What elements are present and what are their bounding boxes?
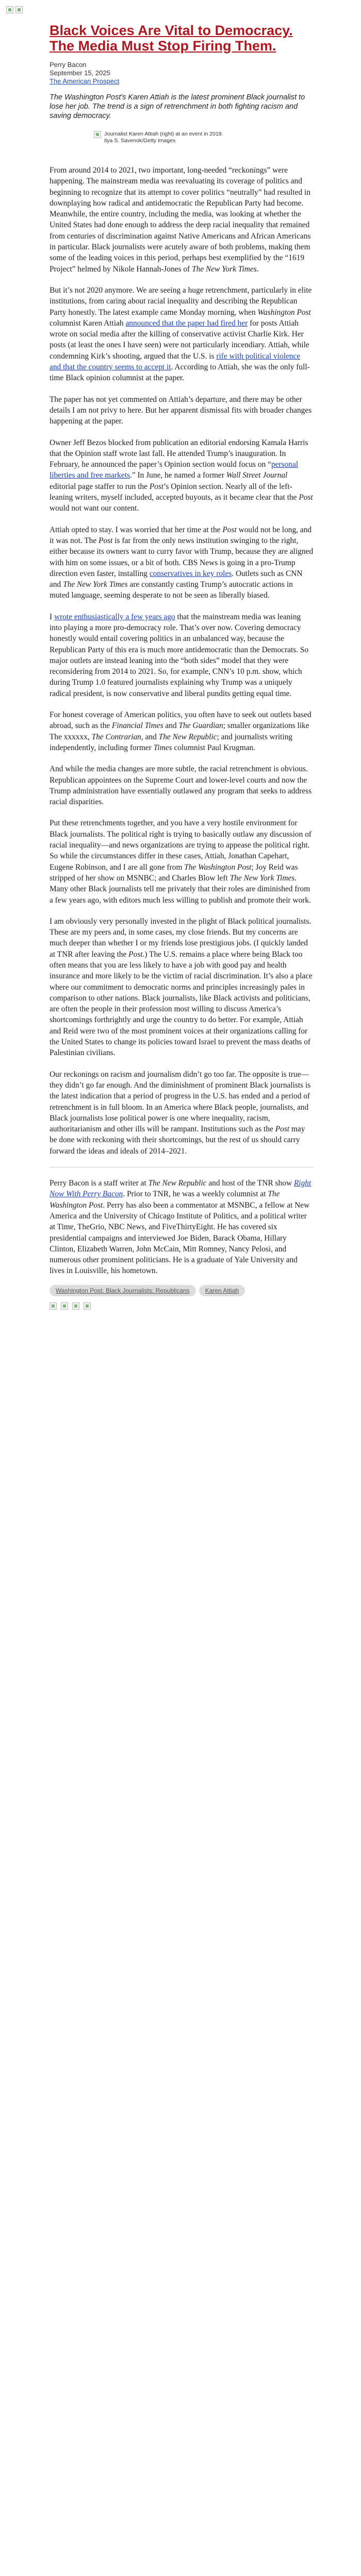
text-run: . Prior to TNR, he was a weekly columnist at — [123, 1190, 268, 1199]
body-paragraph — [50, 709, 314, 753]
article — [50, 23, 314, 1310]
text-run: is far from the only news institution swinging to the right, either because its owners want to curry favor with Trump, because they are aligned with him on some issues, or a bit of both. CBS News is going in a pro-Trump direction even faster, installing — [50, 536, 314, 578]
italic-text: Washington Post — [257, 308, 311, 317]
author-name: Perry Bacon — [50, 61, 87, 69]
text-run: . Outlets such as CNN and — [50, 569, 303, 589]
article-dek: The Washington Post's Karen Attiah is the latest prominent Black journalist to lose her job. The trend is a sign of retrenchment in both fighting racism and saving democracy. — [50, 93, 305, 120]
italic-text: The Washington Post — [50, 1190, 280, 1210]
photo-caption-text: Journalist Karen Attiah (right) at an event in 2019. — [104, 131, 223, 137]
italic-text: The New York Times — [63, 580, 128, 589]
text-run: and — [163, 721, 179, 731]
text-run: columnist Karen Attiah — [50, 318, 126, 328]
inline-link[interactable]: personal liberties and free markets — [50, 460, 299, 480]
body-paragraph — [50, 818, 314, 905]
body-paragraph — [50, 1069, 314, 1157]
image-icon — [15, 6, 23, 13]
text-run: are constantly casting Trump’s autocratic actions in muted language, seeming desperate to not be seen as liberally biased. — [50, 580, 293, 600]
body-paragraph — [50, 394, 314, 427]
text-run: Attiah opted to stay. I was worried that her time at the — [50, 525, 223, 534]
text-run: Put these retrenchments together, and you have a very hostile environment for Black journalists. The political right is trying to basically outlaw any discussion of racial inequality—and news organizations are trying to appease the political right. So while the circumstances differ in these cases, Attiah, Jonathan Capehart, Eugene Robinson, and I are all gone from — [50, 819, 311, 872]
body-paragraph — [50, 612, 314, 699]
inline-link[interactable]: wrote enthusiastically a few years ago — [54, 612, 175, 621]
italic-text: Times — [153, 743, 172, 752]
text-run: editorial page staffer to run the — [50, 482, 150, 491]
share-icons — [50, 1302, 314, 1310]
text-run: that the mainstream media was leaning into playing a more pro-democracy role. That’s over now. Covering democracy honestly would entail covering politics in an unbalanced way, because the Republican Party of this era is much more antidemocratic than the Democrats. So major outlets are instead leaning into the “both sides” model that they were reconsidering from 2014 to 2021. So, for example, CNN’s 10 p.m. show, which during Trump 1.0 featured journalists explaining why Trump was a uniquely radical president, is now conservative and liberal pundits getting equal time. — [50, 612, 309, 698]
italic-text: The Contrarian — [91, 732, 141, 741]
text-run: Perry Bacon is a staff writer at — [50, 1179, 149, 1188]
share-icon[interactable] — [72, 1302, 79, 1310]
italic-text: Post — [149, 482, 164, 491]
publication-link[interactable]: The American Prospect — [50, 77, 120, 85]
byline — [50, 61, 314, 86]
image-icon — [6, 6, 13, 13]
inline-link[interactable]: conservatives in key roles — [149, 569, 232, 578]
inline-link[interactable]: announced that the paper had fired her — [125, 318, 248, 328]
text-run: would not want our content. — [50, 504, 139, 513]
publish-date: September 15, 2025 — [50, 69, 110, 77]
inline-link[interactable]: rife with political violence and that the country seems to accept it — [50, 351, 301, 372]
text-run: ’s Opinion section. Nearly all of the left-leaning writers, myself included, accepted buyouts, as it became clear that the — [50, 482, 299, 502]
body-paragraph — [50, 524, 314, 601]
italic-text: The Guardian — [178, 721, 223, 731]
text-run: , and — [141, 732, 159, 741]
header-logos — [6, 6, 23, 13]
text-run: . — [256, 264, 259, 274]
italic-text: Post — [275, 1125, 290, 1134]
body-paragraph — [50, 285, 314, 384]
text-run: .” In June, he named a former — [129, 471, 226, 480]
text-run: And while the media changes are more subtle, the racial retrenchment is obvious. Republican appointees on the Supreme Court and lower-level courts and now the Trump administration have essentially outlawed any program that seeks to address racial disparities. — [50, 765, 312, 807]
text-run: would not be long, and it was not. The — [50, 525, 312, 545]
italic-text: Post — [128, 950, 143, 959]
text-run: ; smaller organizations like The xxxxxx, — [50, 721, 309, 741]
italic-text: The Washington Post — [184, 862, 252, 872]
text-run: Owner Jeff Bezos blocked from publication an editorial endorsing Kamala Harris that the Opinion staff wrote last fall. He attended Trump’s inauguration. In February, he announced the paper’s Opinion section would focus on “ — [50, 438, 308, 469]
text-run: may be done with reckoning with their shortcomings, but the rest of us should carry forward the ideas and ideals of 2014–2021. — [50, 1125, 305, 1156]
text-run: I am obviously very personally invested in the plight of Black political journalists. These are my peers and, in some cases, my close friends. But my concerns are much deeper than whether I or my friends lose prestigious jobs. (I quickly landed at TNR after leaving the — [50, 917, 311, 959]
text-run: The paper has not yet commented on Attiah’s departure, and there may be other details I am not privy to here. But her apparent dismissal fits with broader changes happening at the paper. — [50, 395, 312, 426]
article-headline[interactable]: Black Voices Are Vital to Democracy. The Media Must Stop Firing Them. — [50, 23, 293, 54]
photo-placeholder-icon — [94, 131, 101, 138]
photo-credit: Ilya S. Savenok/Getty Images — [104, 138, 176, 144]
share-icon[interactable] — [50, 1302, 57, 1310]
text-run: I — [50, 612, 54, 621]
text-run: . Many other Black journalists tell me privately that their roles are diminished from a few years ago, with editors much less willing to publish and promote their work. — [50, 873, 311, 905]
share-icon[interactable] — [61, 1302, 68, 1310]
photo-figure — [94, 131, 269, 144]
text-run: But it’s not 2020 anymore. We are seeing a huge retrenchment, particularly in elite institutions, from caring about racial inequality and describing the Republican Party honestly. The latest example came Monday morning, when — [50, 285, 312, 317]
italic-text: Post — [299, 493, 313, 502]
text-run: columnist Paul Krugman. — [172, 743, 256, 752]
body-paragraph — [50, 764, 314, 807]
body-paragraph — [50, 165, 314, 275]
italic-text: The New Republic — [148, 1179, 207, 1188]
text-run: .) The U.S. remains a place where being Black too often means that you are less likely to have a job with good pay and health insurance and more likely to be the victim of racial discrimination. It’s also a place where our commitment to democratic norms and principles increasingly pales in comparison to other nations. Black journalists, like Black activists and politicians, are often the people in their profession most willing to discuss America’s shortcomings forthrightly and urge the country to do better. For example, Attiah and Reid were two of the most prominent voices at their organizations calling for the United States to change its policies toward Israel to prevent the mass deaths of Palestinian civilians. — [50, 950, 313, 1058]
text-run: ; and journalists writing independently, including former — [50, 732, 293, 752]
photo-caption — [104, 131, 269, 144]
inline-link[interactable]: Right Now With Perry Bacon — [50, 1179, 311, 1199]
text-run: Our reckonings on racism and journalism didn’t go too far. The opposite is true—they didn’t go far enough. And the diminishment of prominent Black journalists is the latest indication that a period of progress in the U.S. has ended and a period of retrenchment is in full bloom. In an America where Black people, journalists, and Black journalists lose political power is one where inequality, racism, authoritarianism and other ills will be rampant. Institutions such as the — [50, 1070, 311, 1134]
body-paragraph — [50, 437, 314, 514]
italic-text: Post — [222, 525, 237, 534]
text-run: . According to Attiah, she was the only full-time Black opinion columnist at the paper. — [50, 363, 310, 383]
italic-text: Post — [99, 536, 113, 545]
italic-text: The New York Times — [229, 873, 295, 883]
italic-text: The New York Times — [192, 264, 257, 274]
body-paragraph — [50, 916, 314, 1059]
italic-text: Wall Street Journal — [226, 471, 288, 480]
text-run: for posts Attiah wrote on social media after the killing of conservative activist Charlie Kirk. Her posts (at least the ones I have seen) were not particularly incendiary. Attiah, while condemning Kirk’s shooting, argued that the U.S. is — [50, 318, 309, 361]
article-body — [50, 165, 314, 1157]
tag-list — [50, 1285, 314, 1300]
text-run: and host of the TNR show — [206, 1179, 294, 1188]
italic-text: Financial Times — [111, 721, 163, 731]
tag-pill[interactable]: Washington Post: Black Journalists: Republicans — [50, 1285, 196, 1296]
text-run: ; Joy Reid was stripped of her show on MSNBC; and Charles Blow left — [50, 862, 298, 883]
tag-pill[interactable]: Karen Attiah — [199, 1285, 245, 1296]
share-icon[interactable] — [84, 1302, 91, 1310]
italic-text: The New Republic — [158, 732, 217, 741]
text-run: From around 2014 to 2021, two important, long-needed “reckonings” were happening. The mainstream media was reevaluating its coverage of politics and beginning to recognize that its attempt to cover politics “neutrally” had resulted in downplaying how radical and antidemocratic the Republican Party had become. Meanwhile, the entire country, including the media, was looking at whether the United States had done enough to address the deep racial inequality that remained from centuries of discrimination against Native Americans and African Americans in particular. Black journalists were acutely aware of both problems, making them some of the leading voices in this period, perhaps best exemplified by the “1619 Project” helmed by Nikole Hannah-Jones of — [50, 166, 311, 274]
text-run: . Perry has also been a commentator at MSNBC, a fellow at New America and the University of Chicago Institute of Politics, and a political writer at Time, TheGrio, NBC News, and FiveThirtyEight. He has covered six presidential campaigns and interviewed Joe Biden, Barack Obama, Hillary Clinton, Elizabeth Warren, John McCain, Mitt Romney, Nancy Pelosi, and numerous other prominent politicians. He is a graduate of Yale University and lives in Louisville, his hometown. — [50, 1200, 310, 1276]
author-bio — [50, 1178, 314, 1277]
text-run: For honest coverage of American politics, you often have to seek out outlets based abroad, such as the — [50, 710, 311, 731]
